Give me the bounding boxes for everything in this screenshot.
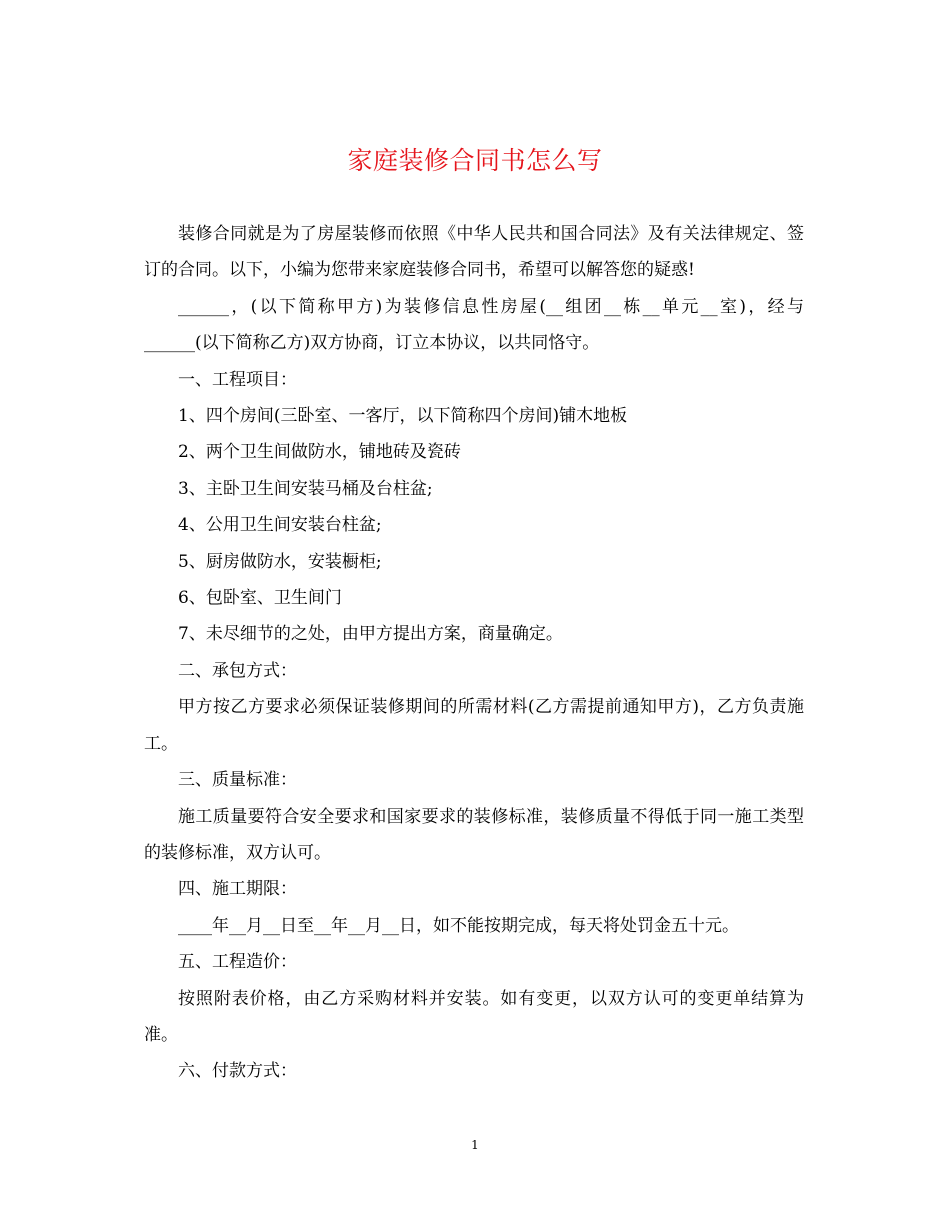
document-body xyxy=(144,216,804,1090)
section-heading-project: 一、工程项目： xyxy=(178,369,297,390)
project-item-4: 4、公用卫生间安装台柱盆; xyxy=(178,515,382,536)
document-title: 家庭装修合同书怎么写 xyxy=(347,146,603,175)
section-heading-payment: 六、付款方式： xyxy=(178,1061,297,1082)
section-heading-cost: 五、工程造价： xyxy=(178,952,297,973)
project-item-6: 6、包卧室、卫生间门 xyxy=(178,588,342,609)
project-item-1: 1、四个房间(三卧室、一客厅，以下简称四个房间)铺木地板 xyxy=(178,406,628,427)
parties-paragraph: ______，(以下简称甲方)为装修信息性房屋(__组团__栋__单元__室)，经与______(以下简称乙方)双方协商，订立本协议，以共同恪守。 xyxy=(144,296,804,354)
page-number: 1 xyxy=(471,1138,479,1152)
section-heading-period: 四、施工期限： xyxy=(178,879,297,900)
section-heading-quality: 三、质量标准： xyxy=(178,770,297,791)
contract-mode-paragraph: 甲方按乙方要求必须保证装修期间的所需材料(乙方需提前通知甲方)，乙方负责施工。 xyxy=(144,697,804,754)
project-item-5: 5、厨房做防水，安装橱柜; xyxy=(178,551,382,572)
project-item-7: 7、未尽细节的之处，由甲方提出方案，商量确定。 xyxy=(178,624,563,645)
quality-paragraph: 施工质量要符合安全要求和国家要求的装修标准，装修质量不得低于同一施工类型的装修标准，双方认可。 xyxy=(144,806,804,863)
project-item-3: 3、主卧卫生间安装马桶及台柱盆; xyxy=(178,478,433,499)
project-item-2: 2、两个卫生间做防水，铺地砖及瓷砖 xyxy=(178,442,461,463)
period-paragraph: ____年__月__日至__年__月__日，如不能按期完成，每天将处罚金五十元。 xyxy=(178,915,739,936)
section-heading-contract-mode: 二、承包方式： xyxy=(178,660,297,681)
intro-paragraph: 装修合同就是为了房屋装修而依照《中华人民共和国合同法》及有关法律规定、签订的合同。以下，小编为您带来家庭装修合同书，希望可以解答您的疑惑! xyxy=(144,224,804,281)
cost-paragraph: 按照附表价格，由乙方采购材料并安装。如有变更，以双方认可的变更单结算为准。 xyxy=(144,988,804,1045)
